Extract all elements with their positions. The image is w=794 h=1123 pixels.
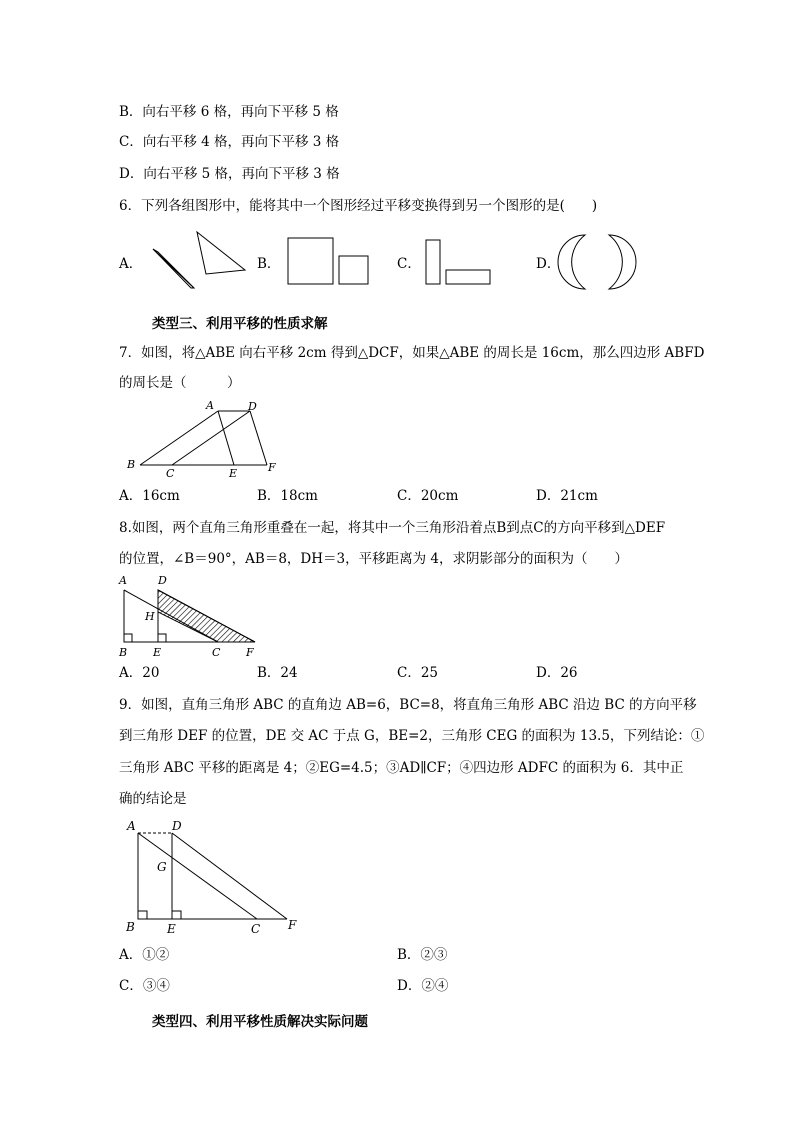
q6-label-a: A． bbox=[119, 256, 143, 272]
q8-stem-line1: 8.如图，两个直角三角形重叠在一起，将其中一个三角形沿着点B到点C的方向平移到△DEF bbox=[119, 520, 666, 536]
q8-point-a: A bbox=[119, 574, 127, 587]
q7-point-b: B bbox=[127, 458, 136, 471]
q8-option-a: A．20 bbox=[119, 665, 160, 681]
q6-figure-c bbox=[424, 239, 494, 287]
section-4-title: 类型四、利用平移性质解决实际问题 bbox=[152, 1014, 368, 1030]
q9-point-f: F bbox=[288, 918, 297, 932]
q7-option-d: D．21cm bbox=[536, 488, 598, 504]
q7-option-b: B．18cm bbox=[257, 488, 318, 504]
q8-option-d: D．26 bbox=[536, 665, 578, 681]
q6-figure-d bbox=[563, 233, 635, 291]
q9-stem-line1: 9．如图，直角三角形 ABC 的直角边 AB=6，BC=8，将直角三角形 ABC 沿边 BC 的方向平移 bbox=[119, 697, 697, 713]
q9-point-g: G bbox=[157, 860, 167, 874]
q9-option-d: D．②④ bbox=[397, 978, 449, 994]
q7-point-e: E bbox=[229, 467, 238, 480]
q8-option-b: B．24 bbox=[257, 665, 298, 681]
q8-point-d: D bbox=[158, 574, 167, 587]
q9-point-d: D bbox=[172, 819, 182, 833]
q7-stem-line2: 的周长是（ ） bbox=[119, 375, 241, 391]
q9-point-c: C bbox=[251, 922, 261, 936]
q6-figure-a bbox=[150, 232, 250, 292]
q8-point-e: E bbox=[153, 646, 162, 659]
q9-option-a: A．①② bbox=[119, 947, 170, 963]
q5-option-b: B．向右平移 6 格，再向下平移 5 格 bbox=[119, 104, 339, 120]
q6-label-b: B． bbox=[257, 256, 281, 272]
q7-point-d: D bbox=[248, 400, 257, 413]
q8-point-f: F bbox=[246, 646, 254, 659]
section-3-title: 类型三、利用平移的性质求解 bbox=[152, 316, 328, 332]
q7-option-c: C．20cm bbox=[397, 488, 459, 504]
q7-point-f: F bbox=[268, 461, 276, 474]
q8-point-b: B bbox=[119, 646, 128, 659]
q7-point-c: C bbox=[166, 467, 175, 480]
q5-option-c: C．向右平移 4 格，再向下平移 3 格 bbox=[119, 134, 340, 150]
q9-stem-line3: 三角形 ABC 平移的距离是 4；②EG=4.5；③AD∥CF；④四边形 ADFC 的面积为 6．其中正 bbox=[119, 760, 684, 776]
q8-point-c: C bbox=[212, 646, 221, 659]
q5-option-d: D．向右平移 5 格，再向下平移 3 格 bbox=[119, 166, 340, 182]
q9-stem-line4: 确的结论是 bbox=[119, 791, 187, 807]
q9-point-e: E bbox=[167, 922, 176, 936]
q8-point-h: H bbox=[145, 610, 155, 623]
q9-figure bbox=[120, 815, 310, 937]
q9-point-b: B bbox=[126, 920, 135, 934]
q7-option-a: A．16cm bbox=[119, 488, 180, 504]
q6-label-c: C． bbox=[397, 256, 421, 272]
q7-point-a: A bbox=[206, 399, 214, 412]
q8-stem-line2: 的位置，∠B＝90°，AB＝8，DH＝3，平移距离为 4，求阴影部分的面积为（ ） bbox=[119, 551, 628, 567]
q9-stem-line2: 到三角形 DEF 的位置，DE 交 AC 于点 G，BE=2，三角形 CEG 的面积为 13.5，下列结论：① bbox=[119, 728, 705, 744]
q6-figure-b bbox=[287, 236, 372, 286]
q8-figure bbox=[116, 572, 266, 658]
q9-option-c: C．③④ bbox=[119, 978, 170, 994]
q6-stem: 6．下列各组图形中，能将其中一个图形经过平移变换得到另一个图形的是( ) bbox=[119, 198, 598, 214]
q9-point-a: A bbox=[127, 819, 136, 833]
q7-stem-line1: 7．如图，将△ABE 向右平移 2cm 得到△DCF，如果△ABE 的周长是 16cm，那么四边形 ABFD bbox=[119, 345, 705, 361]
q8-option-c: C．25 bbox=[397, 665, 439, 681]
q6-label-d: D． bbox=[536, 256, 561, 272]
q9-option-b: B．②③ bbox=[397, 947, 448, 963]
q7-figure bbox=[120, 397, 290, 481]
